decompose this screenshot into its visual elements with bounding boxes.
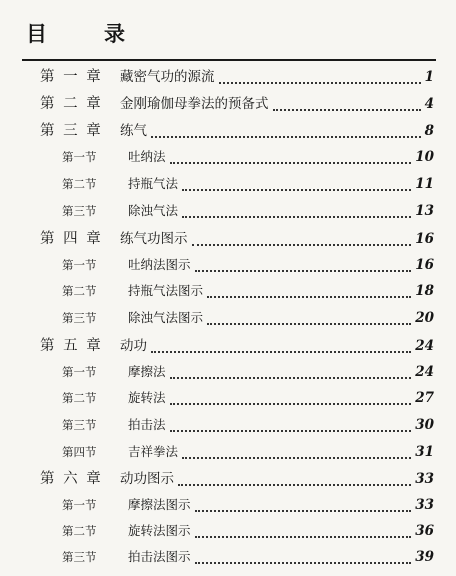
chapter-title: 练气功图示 bbox=[120, 231, 188, 247]
page-number: 31 bbox=[415, 444, 434, 460]
section-title: 摩擦法 bbox=[128, 364, 166, 379]
page-number: 16 bbox=[415, 231, 434, 247]
toc-section-row bbox=[0, 200, 456, 222]
section-title: 持瓶气法图示 bbox=[128, 283, 204, 298]
dot-leader bbox=[151, 343, 411, 353]
toc-section-row bbox=[0, 361, 456, 383]
section-number: 第一节 bbox=[62, 365, 97, 379]
toc-chapter-row bbox=[0, 228, 456, 250]
toc-chapter-row bbox=[0, 335, 456, 357]
page-number: 10 bbox=[415, 149, 434, 165]
page-number: 24 bbox=[415, 364, 434, 380]
page-number: 30 bbox=[415, 417, 434, 433]
page-number: 1 bbox=[424, 69, 434, 85]
dot-leader bbox=[170, 369, 411, 379]
page-number: 18 bbox=[415, 283, 434, 299]
section-title: 旋转法 bbox=[128, 390, 166, 405]
chapter-title: 藏密气功的源流 bbox=[120, 69, 215, 85]
toc-section-row bbox=[0, 414, 456, 436]
page-number: 13 bbox=[415, 203, 434, 219]
page-number: 24 bbox=[415, 338, 434, 354]
page-number: 27 bbox=[415, 390, 434, 406]
section-number: 第三节 bbox=[62, 418, 97, 432]
dot-leader bbox=[151, 128, 421, 138]
toc-section-row bbox=[0, 441, 456, 463]
chapter-number: 第 五 章 bbox=[40, 338, 103, 354]
dot-leader bbox=[195, 262, 411, 272]
section-number: 第三节 bbox=[62, 204, 97, 218]
page-number: 33 bbox=[415, 497, 434, 513]
section-number: 第一节 bbox=[62, 498, 97, 512]
toc-section-row bbox=[0, 387, 456, 409]
toc-section-row bbox=[0, 146, 456, 168]
chapter-title: 动功图示 bbox=[120, 471, 174, 487]
dot-leader bbox=[182, 208, 411, 218]
toc-chapter-row bbox=[0, 66, 456, 88]
toc-chapter-row bbox=[0, 120, 456, 142]
toc-section-row bbox=[0, 173, 456, 195]
title-char-2: 录 bbox=[104, 22, 126, 46]
section-title: 吉祥拳法 bbox=[128, 444, 179, 459]
chapter-number: 第 六 章 bbox=[40, 471, 103, 487]
section-title: 除浊气法 bbox=[128, 203, 179, 218]
dot-leader bbox=[207, 315, 411, 325]
section-number: 第二节 bbox=[62, 284, 97, 298]
title-rule bbox=[22, 59, 436, 61]
chapter-title: 练气 bbox=[120, 123, 147, 139]
section-title: 旋转法图示 bbox=[128, 523, 191, 538]
toc-section-row bbox=[0, 494, 456, 516]
chapter-title: 动功 bbox=[120, 338, 147, 354]
title-char-1: 目 bbox=[26, 22, 48, 46]
dot-leader bbox=[178, 476, 411, 486]
section-title: 吐纳法 bbox=[128, 149, 166, 164]
toc-section-row bbox=[0, 520, 456, 542]
page-number: 20 bbox=[415, 310, 434, 326]
page-number: 11 bbox=[415, 176, 434, 192]
toc-chapter-row bbox=[0, 93, 456, 115]
toc-section-row bbox=[0, 254, 456, 276]
section-number: 第二节 bbox=[62, 391, 97, 405]
section-number: 第三节 bbox=[62, 550, 97, 564]
section-number: 第三节 bbox=[62, 311, 97, 325]
section-number: 第二节 bbox=[62, 524, 97, 538]
dot-leader bbox=[182, 449, 411, 459]
dot-leader bbox=[192, 236, 411, 246]
page-number: 36 bbox=[415, 523, 434, 539]
dot-leader bbox=[182, 181, 411, 191]
section-title: 拍击法图示 bbox=[128, 549, 191, 564]
chapter-number: 第 四 章 bbox=[40, 231, 103, 247]
chapter-number: 第 一 章 bbox=[40, 69, 103, 85]
section-number: 第一节 bbox=[62, 258, 97, 272]
dot-leader bbox=[195, 502, 411, 512]
chapter-number: 第 三 章 bbox=[40, 123, 103, 139]
dot-leader bbox=[219, 74, 421, 84]
toc-chapter-row bbox=[0, 468, 456, 490]
toc-section-row bbox=[0, 307, 456, 329]
section-number: 第一节 bbox=[62, 150, 97, 164]
toc-section-row bbox=[0, 546, 456, 568]
dot-leader bbox=[207, 288, 411, 298]
dot-leader bbox=[170, 154, 411, 164]
toc-section-row bbox=[0, 280, 456, 302]
dot-leader bbox=[273, 101, 421, 111]
section-title: 吐纳法图示 bbox=[128, 257, 191, 272]
page-number: 8 bbox=[424, 123, 434, 139]
dot-leader bbox=[195, 528, 411, 538]
page-number: 39 bbox=[415, 549, 434, 565]
section-title: 持瓶气法 bbox=[128, 176, 179, 191]
page-number: 4 bbox=[424, 96, 434, 112]
section-title: 摩擦法图示 bbox=[128, 497, 191, 512]
dot-leader bbox=[195, 554, 411, 564]
section-number: 第四节 bbox=[62, 445, 97, 459]
chapter-title: 金刚瑜伽母拳法的预备式 bbox=[120, 96, 269, 112]
section-title: 除浊气法图示 bbox=[128, 310, 204, 325]
chapter-number: 第 二 章 bbox=[40, 96, 103, 112]
page-number: 16 bbox=[415, 257, 434, 273]
section-number: 第二节 bbox=[62, 177, 97, 191]
dot-leader bbox=[170, 395, 411, 405]
dot-leader bbox=[170, 422, 411, 432]
page-number: 33 bbox=[415, 471, 434, 487]
section-title: 拍击法 bbox=[128, 417, 166, 432]
